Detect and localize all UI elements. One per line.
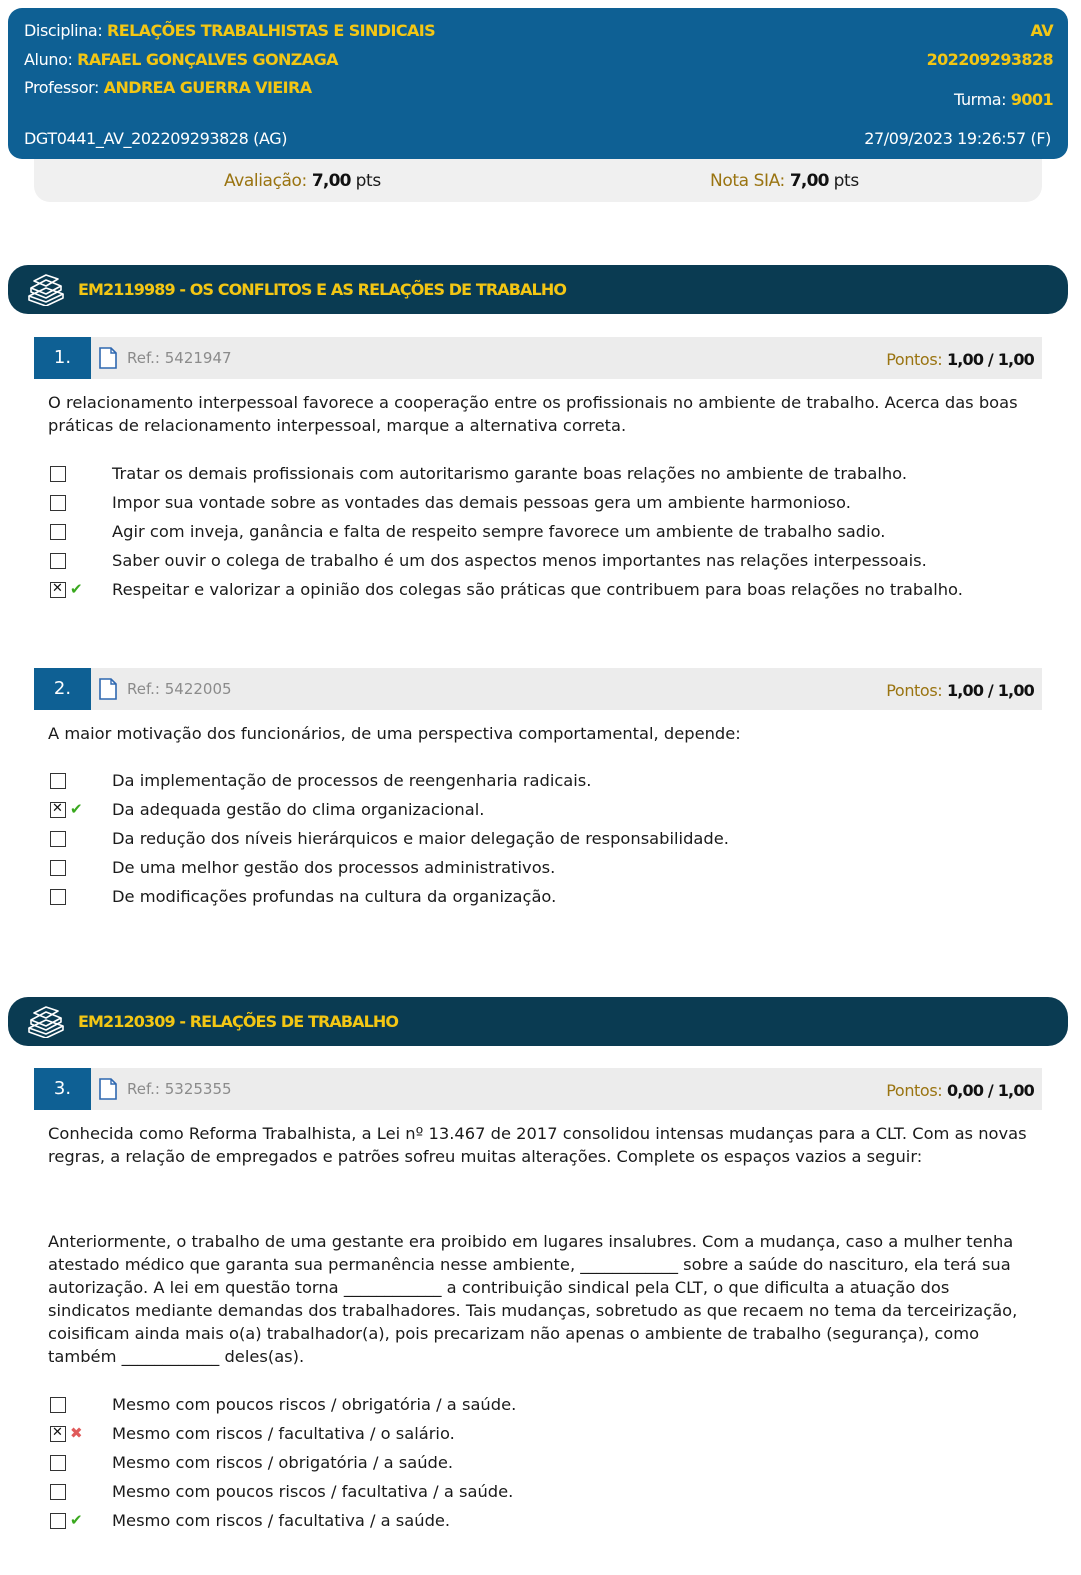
option-text: Mesmo com poucos riscos / facultativa / a saúde. (112, 1482, 514, 1501)
answer-option[interactable] (48, 522, 1038, 548)
points-score: 0,00 (946, 1081, 984, 1100)
points-label: Pontos: (886, 681, 943, 700)
document-icon (99, 347, 117, 369)
option-text: Respeitar e valorizar a opinião dos colegas são práticas que contribuem para boas relações no trabalho. (112, 580, 963, 599)
answer-option[interactable] (48, 464, 1038, 490)
option-text: Mesmo com riscos / obrigatória / a saúde. (112, 1453, 454, 1472)
answer-option[interactable] (48, 1395, 1038, 1421)
answer-option[interactable] (48, 1453, 1038, 1479)
nota-sia-value: 7,00 (789, 171, 829, 191)
question-ref: Ref.: 5421947 (127, 349, 232, 367)
checkbox[interactable] (50, 1455, 66, 1471)
aluno-label: Aluno: (24, 50, 73, 69)
answer-option[interactable] (48, 551, 1038, 577)
checkbox[interactable] (50, 495, 66, 511)
question-header (34, 668, 1042, 710)
option-text: Mesmo com riscos / facultativa / o salário. (112, 1424, 455, 1443)
option-text: Impor sua vontade sobre as vontades das demais pessoas gera um ambiente harmonioso. (112, 493, 851, 512)
check-icon: ✔ (70, 1511, 83, 1529)
turma-value: 9001 (1010, 90, 1053, 109)
check-icon: ✔ (70, 580, 83, 598)
points-max: / 1,00 (987, 350, 1034, 369)
points-label: Pontos: (886, 1081, 943, 1100)
nota-sia-score (710, 171, 859, 191)
answer-option[interactable] (48, 887, 1038, 913)
points-max: / 1,00 (987, 1081, 1034, 1100)
option-text: Saber ouvir o colega de trabalho é um dos aspectos menos importantes nas relações interpessoais. (112, 551, 927, 570)
checkbox[interactable] (50, 889, 66, 905)
checkbox[interactable] (50, 831, 66, 847)
nota-sia-unit: pts (833, 171, 859, 191)
document-icon (99, 1078, 117, 1100)
section-header (8, 997, 1068, 1046)
option-text: Da adequada gestão do clima organizacional. (112, 800, 485, 819)
question-points (886, 350, 1034, 369)
answer-option[interactable] (48, 1424, 1038, 1450)
turma-row (954, 90, 1053, 109)
option-text: Da implementação de processos de reengenharia radicais. (112, 771, 592, 790)
answer-option[interactable] (48, 1511, 1038, 1537)
question-ref: Ref.: 5422005 (127, 680, 232, 698)
checkbox[interactable] (50, 1484, 66, 1500)
wrong-icon: ✖ (70, 1424, 83, 1442)
answer-option[interactable] (48, 1482, 1038, 1508)
checkbox-checked[interactable] (50, 1426, 66, 1442)
checkbox[interactable] (50, 553, 66, 569)
question-stem-text: Anteriormente, o trabalho de uma gestante era proibido em lugares insalubres. Com a mudança, caso a mulher tenha atestado médico que garanta sua permanência nesse ambiente, ____________ sobre a saúde do nascituro, ela terá sua autorização. A lei em questão torna ____________ a contribuição sindical pela CLT, o que dificulta a atuação dos sindicatos mediante demandas dos trabalhadores. Tais mudanças, sobretudo as que recaem no tema da terceirização, coisificam ainda mais o(a) trabalhador(a), pois precarizam não apenas o ambiente de trabalho (segurança), como também ____________ deles(as). (48, 1232, 1018, 1366)
option-text: Mesmo com poucos riscos / obrigatória / a saúde. (112, 1395, 517, 1414)
question-number: 2. (34, 668, 91, 710)
avaliacao-value: 7,00 (311, 171, 351, 191)
question-points (886, 1081, 1034, 1100)
question-header (34, 337, 1042, 379)
question-points (886, 681, 1034, 700)
question-stem: O relacionamento interpessoal favorece a cooperação entre os profissionais no ambiente de trabalho. Acerca das boas práticas de relacionamento interpessoal, marque a alternativa correta. (48, 393, 1018, 435)
answer-option[interactable] (48, 580, 1038, 606)
option-text: Mesmo com riscos / facultativa / a saúde. (112, 1511, 451, 1530)
books-icon (26, 274, 66, 306)
points-label: Pontos: (886, 350, 943, 369)
option-text: Agir com inveja, ganância e falta de respeito sempre favorece um ambiente de trabalho sadio. (112, 522, 886, 541)
disciplina-row (24, 21, 435, 40)
checkbox-checked[interactable] (50, 582, 66, 598)
checkbox[interactable] (50, 524, 66, 540)
disciplina-value: RELAÇÕES TRABALHISTAS E SINDICAIS (107, 21, 436, 40)
exam-type-value: AV (1030, 21, 1053, 40)
exam-code: DGT0441_AV_202209293828 (AG) (24, 129, 288, 148)
checkbox[interactable] (50, 773, 66, 789)
checkbox[interactable] (50, 1513, 66, 1529)
option-text: Tratar os demais profissionais com autoritarismo garante boas relações no ambiente de trabalho. (112, 464, 908, 483)
answer-option[interactable] (48, 771, 1038, 797)
checkbox[interactable] (50, 1397, 66, 1413)
question-header (34, 1068, 1042, 1110)
disciplina-label: Disciplina: (24, 21, 103, 40)
books-icon (26, 1006, 66, 1038)
turma-label: Turma: (954, 90, 1007, 109)
answer-option[interactable] (48, 493, 1038, 519)
answer-option[interactable] (48, 858, 1038, 884)
aluno-row (24, 50, 338, 69)
avaliacao-unit: pts (355, 171, 381, 191)
exam-header (8, 8, 1068, 159)
matricula (927, 50, 1053, 69)
document-icon (99, 678, 117, 700)
option-text: Da redução dos níveis hierárquicos e maior delegação de responsabilidade. (112, 829, 729, 848)
question-number: 1. (34, 337, 91, 379)
points-score: 1,00 (946, 350, 984, 369)
question-ref: Ref.: 5325355 (127, 1080, 232, 1098)
question-number: 3. (34, 1068, 91, 1110)
professor-row (24, 78, 312, 97)
avaliacao-score (224, 171, 381, 191)
points-max: / 1,00 (987, 681, 1034, 700)
question-stem: Conhecida como Reforma Trabalhista, a Lei nº 13.467 de 2017 consolidou intensas mudanças para a CLT. Com as novas regras, a relação de empregados e patrões sofreu muitas alterações. Complete os espaços vazios a seguir: (48, 1124, 1027, 1166)
aluno-value: RAFAEL GONÇALVES GONZAGA (77, 50, 338, 69)
avaliacao-label: Avaliação: (224, 171, 307, 191)
option-text: De uma melhor gestão dos processos administrativos. (112, 858, 556, 877)
question-stem: A maior motivação dos funcionários, de uma perspectiva comportamental, depende: (48, 724, 741, 743)
checkbox[interactable] (50, 466, 66, 482)
option-text: De modificações profundas na cultura da organização. (112, 887, 557, 906)
section-title: EM2120309 - RELAÇÕES DE TRABALHO (78, 1012, 399, 1031)
exam-type (1031, 21, 1053, 40)
professor-label: Professor: (24, 78, 100, 97)
answer-option[interactable] (48, 829, 1038, 855)
matricula-value: 202209293828 (926, 50, 1053, 69)
checkbox-checked[interactable] (50, 802, 66, 818)
section-title: EM2119989 - OS CONFLITOS E AS RELAÇÕES DE TRABALHO (78, 280, 567, 299)
professor-value: ANDREA GUERRA VIEIRA (103, 78, 312, 97)
points-score: 1,00 (946, 681, 984, 700)
exam-datetime: 27/09/2023 19:26:57 (F) (864, 129, 1051, 148)
check-icon: ✔ (70, 800, 83, 818)
checkbox[interactable] (50, 860, 66, 876)
section-header (8, 265, 1068, 314)
nota-sia-label: Nota SIA: (710, 171, 785, 191)
answer-option[interactable] (48, 800, 1038, 826)
